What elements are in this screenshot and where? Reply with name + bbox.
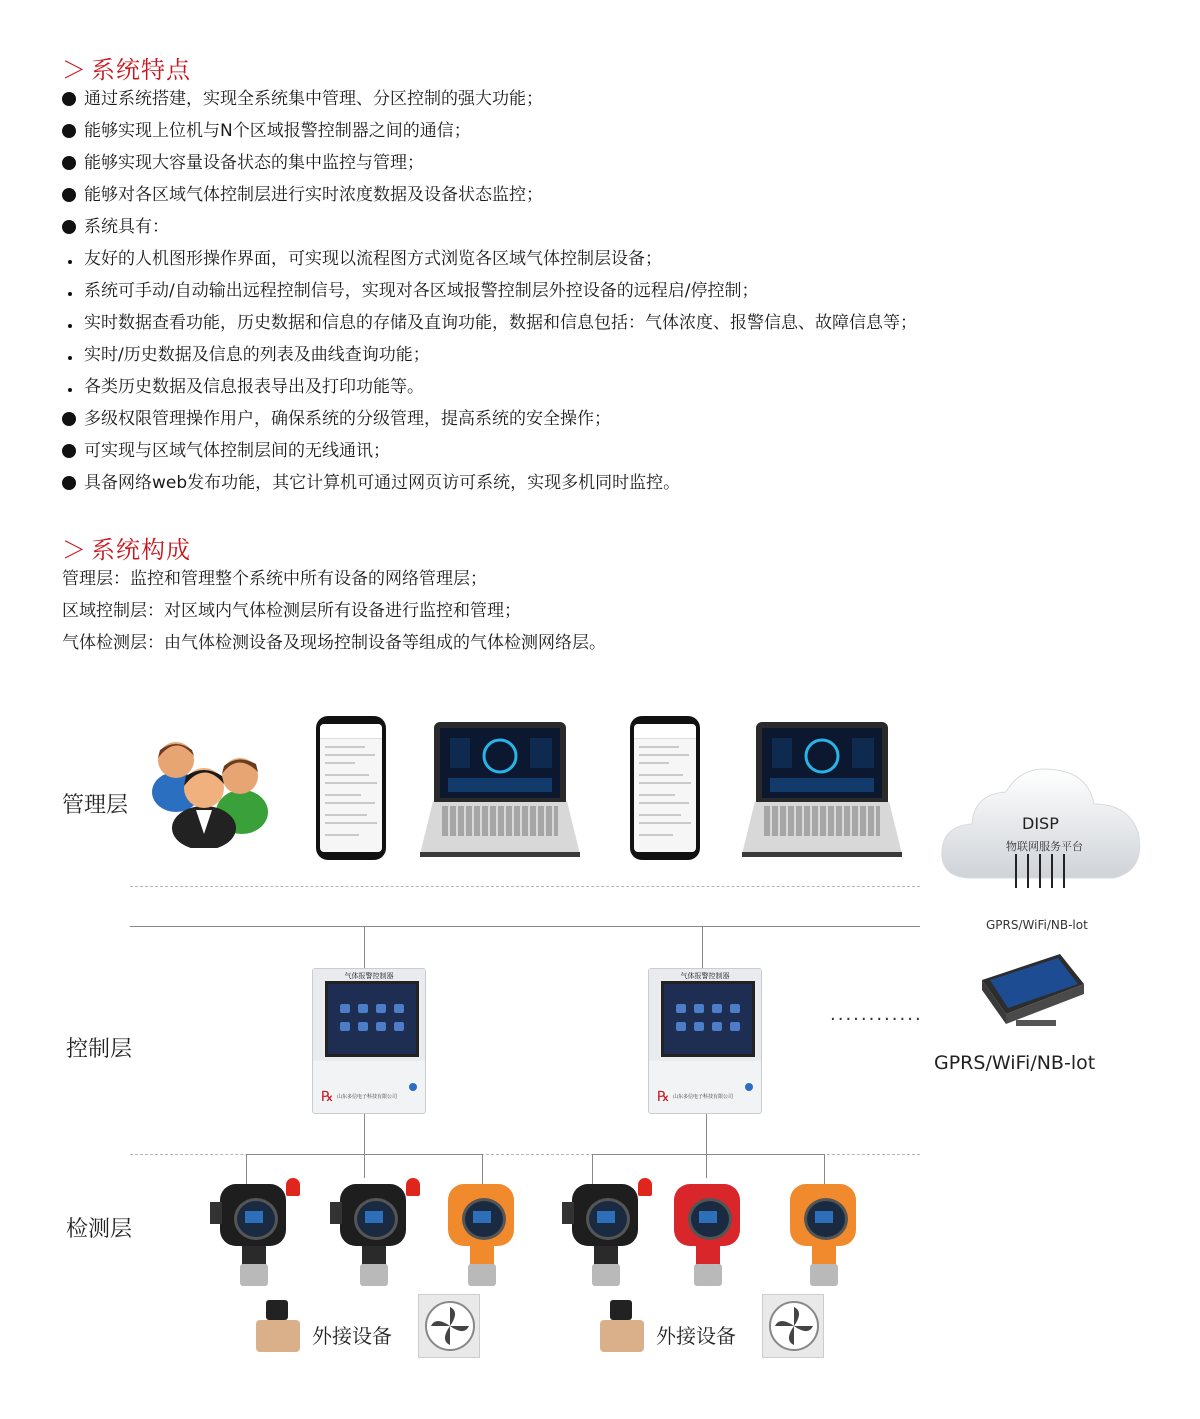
bullet-dot-icon [62,120,84,144]
feature-item [62,408,917,440]
bullet-small-icon [62,376,84,398]
bus-line-management [130,926,920,927]
users-icon [148,730,272,848]
bus-line-detection-1 [246,1154,482,1155]
composition-line: 管理层：监控和管理整个系统中所有设备的网络管理层； [62,569,487,589]
laptop-1 [420,722,580,862]
composition-lines [62,568,606,664]
key-switch-icon [409,1083,417,1091]
composition-line: 区域控制层：对区域内气体检测层所有设备进行监控和管理； [62,601,521,621]
feature-text: 友好的人机图形操作界面，可实现以流程图方式浏览各区域气体控制层设备； [84,249,662,269]
feature-item [62,88,917,120]
solenoid-valve-icon [600,1300,644,1354]
gas-alarm-controller-2 [648,968,762,1114]
feature-item [62,248,917,280]
gas-detector-orange-1 [434,1176,534,1288]
feature-item [62,440,917,472]
feature-text: 能够实现上位机与N个区域报警控制器之间的通信； [84,121,471,141]
controller-title: 气体报警控制器 [344,972,394,980]
feature-item [62,344,917,376]
feature-text: 各类历史数据及信息报表导出及打印功能等。 [84,377,424,397]
controller-title: 气体报警控制器 [680,972,730,980]
composition-title-text: 系统构成 [91,536,191,564]
feature-item [62,120,917,152]
feature-text: 可实现与区域气体控制层间的无线通讯； [84,441,390,461]
controller-company: 山东多信电子科技有限公司 [337,1094,398,1100]
gas-detector-black-1 [206,1176,306,1288]
gas-detector-black-2 [326,1176,426,1288]
feature-item [62,152,917,184]
cloud-name: DISP [1022,814,1059,833]
feature-text: 系统具有： [84,217,169,237]
layer-label-control: 控制层 [66,1037,133,1062]
bullet-dot-icon [62,216,84,240]
bullet-dot-icon [62,408,84,432]
external-device-label-2: 外接设备 [656,1324,736,1348]
bullet-dot-icon [62,472,84,496]
bullet-dot-icon [62,152,84,176]
feature-item [62,184,917,216]
title-marker: ＞ [62,56,87,84]
divider-dashed-1 [130,886,920,887]
feature-item [62,312,917,344]
more-controllers-ellipsis: ............ [830,1004,923,1025]
network-label-large: GPRS/WiFi/NB-lot [934,1052,1096,1074]
connector [706,1114,707,1178]
composition-line: 气体检测层：由气体检测设备及现场控制设备等组成的气体检测网络层。 [62,633,606,653]
layer-label-management: 管理层 [62,793,129,818]
gateway-device-icon [976,950,1088,1030]
bullet-small-icon [62,280,84,302]
feature-text: 通过系统搭建，实现全系统集中管理、分区控制的强大功能； [84,89,543,109]
cloud-subtitle: 物联网服务平台 [1006,840,1083,853]
external-device-label-1: 外接设备 [312,1324,392,1348]
exhaust-fan-icon [762,1294,824,1358]
key-switch-icon [745,1083,753,1091]
bullet-small-icon [62,344,84,366]
feature-text: 实时/历史数据及信息的列表及曲线查询功能； [84,345,430,365]
feature-item [62,472,917,504]
mobile-phone-2 [630,716,700,860]
layer-label-detection: 检测层 [66,1217,133,1242]
feature-text: 具备网络web发布功能，其它计算机可通过网页访可系统，实现多机同时监控。 [84,473,681,493]
bus-line-detection-2 [592,1154,824,1155]
bullet-dot-icon [62,184,84,208]
features-list [62,88,917,504]
feature-item [62,216,917,248]
gas-detector-black-3 [558,1176,658,1288]
company-logo-icon: ℞ [657,1089,670,1105]
features-section-title [62,50,191,85]
exhaust-fan-icon [418,1294,480,1358]
connector [702,926,703,970]
feature-item [62,376,917,408]
network-label-small: GPRS/WiFi/NB-lot [986,918,1088,932]
laptop-2 [742,722,902,862]
feature-text: 能够对各区域气体控制层进行实时浓度数据及设备状态监控； [84,185,543,205]
feature-text: 能够实现大容量设备状态的集中监控与管理； [84,153,424,173]
features-title-text: 系统特点 [91,56,191,84]
title-marker: ＞ [62,536,87,564]
connector [364,1114,365,1178]
gas-detector-red [660,1176,760,1288]
bullet-dot-icon [62,88,84,112]
gas-alarm-controller-1 [312,968,426,1114]
company-logo-icon: ℞ [321,1089,334,1105]
controller-company: 山东多信电子科技有限公司 [673,1094,734,1100]
bullet-dot-icon [62,440,84,464]
feature-text: 多级权限管理操作用户，确保系统的分级管理，提高系统的安全操作； [84,409,611,429]
bullet-small-icon [62,248,84,270]
feature-text: 系统可手动/自动输出远程控制信号，实现对各区域报警控制层外控设备的远程启/停控制； [84,281,759,301]
gas-detector-orange-2 [776,1176,876,1288]
composition-section-title [62,530,191,565]
bullet-small-icon [62,312,84,334]
feature-text: 实时数据查看功能，历史数据和信息的存储及直询功能，数据和信息包括：气体浓度、报警信息、故障信息等； [84,313,917,333]
solenoid-valve-icon [256,1300,300,1354]
mobile-phone-1 [316,716,386,860]
feature-item [62,280,917,312]
connector [364,926,365,970]
